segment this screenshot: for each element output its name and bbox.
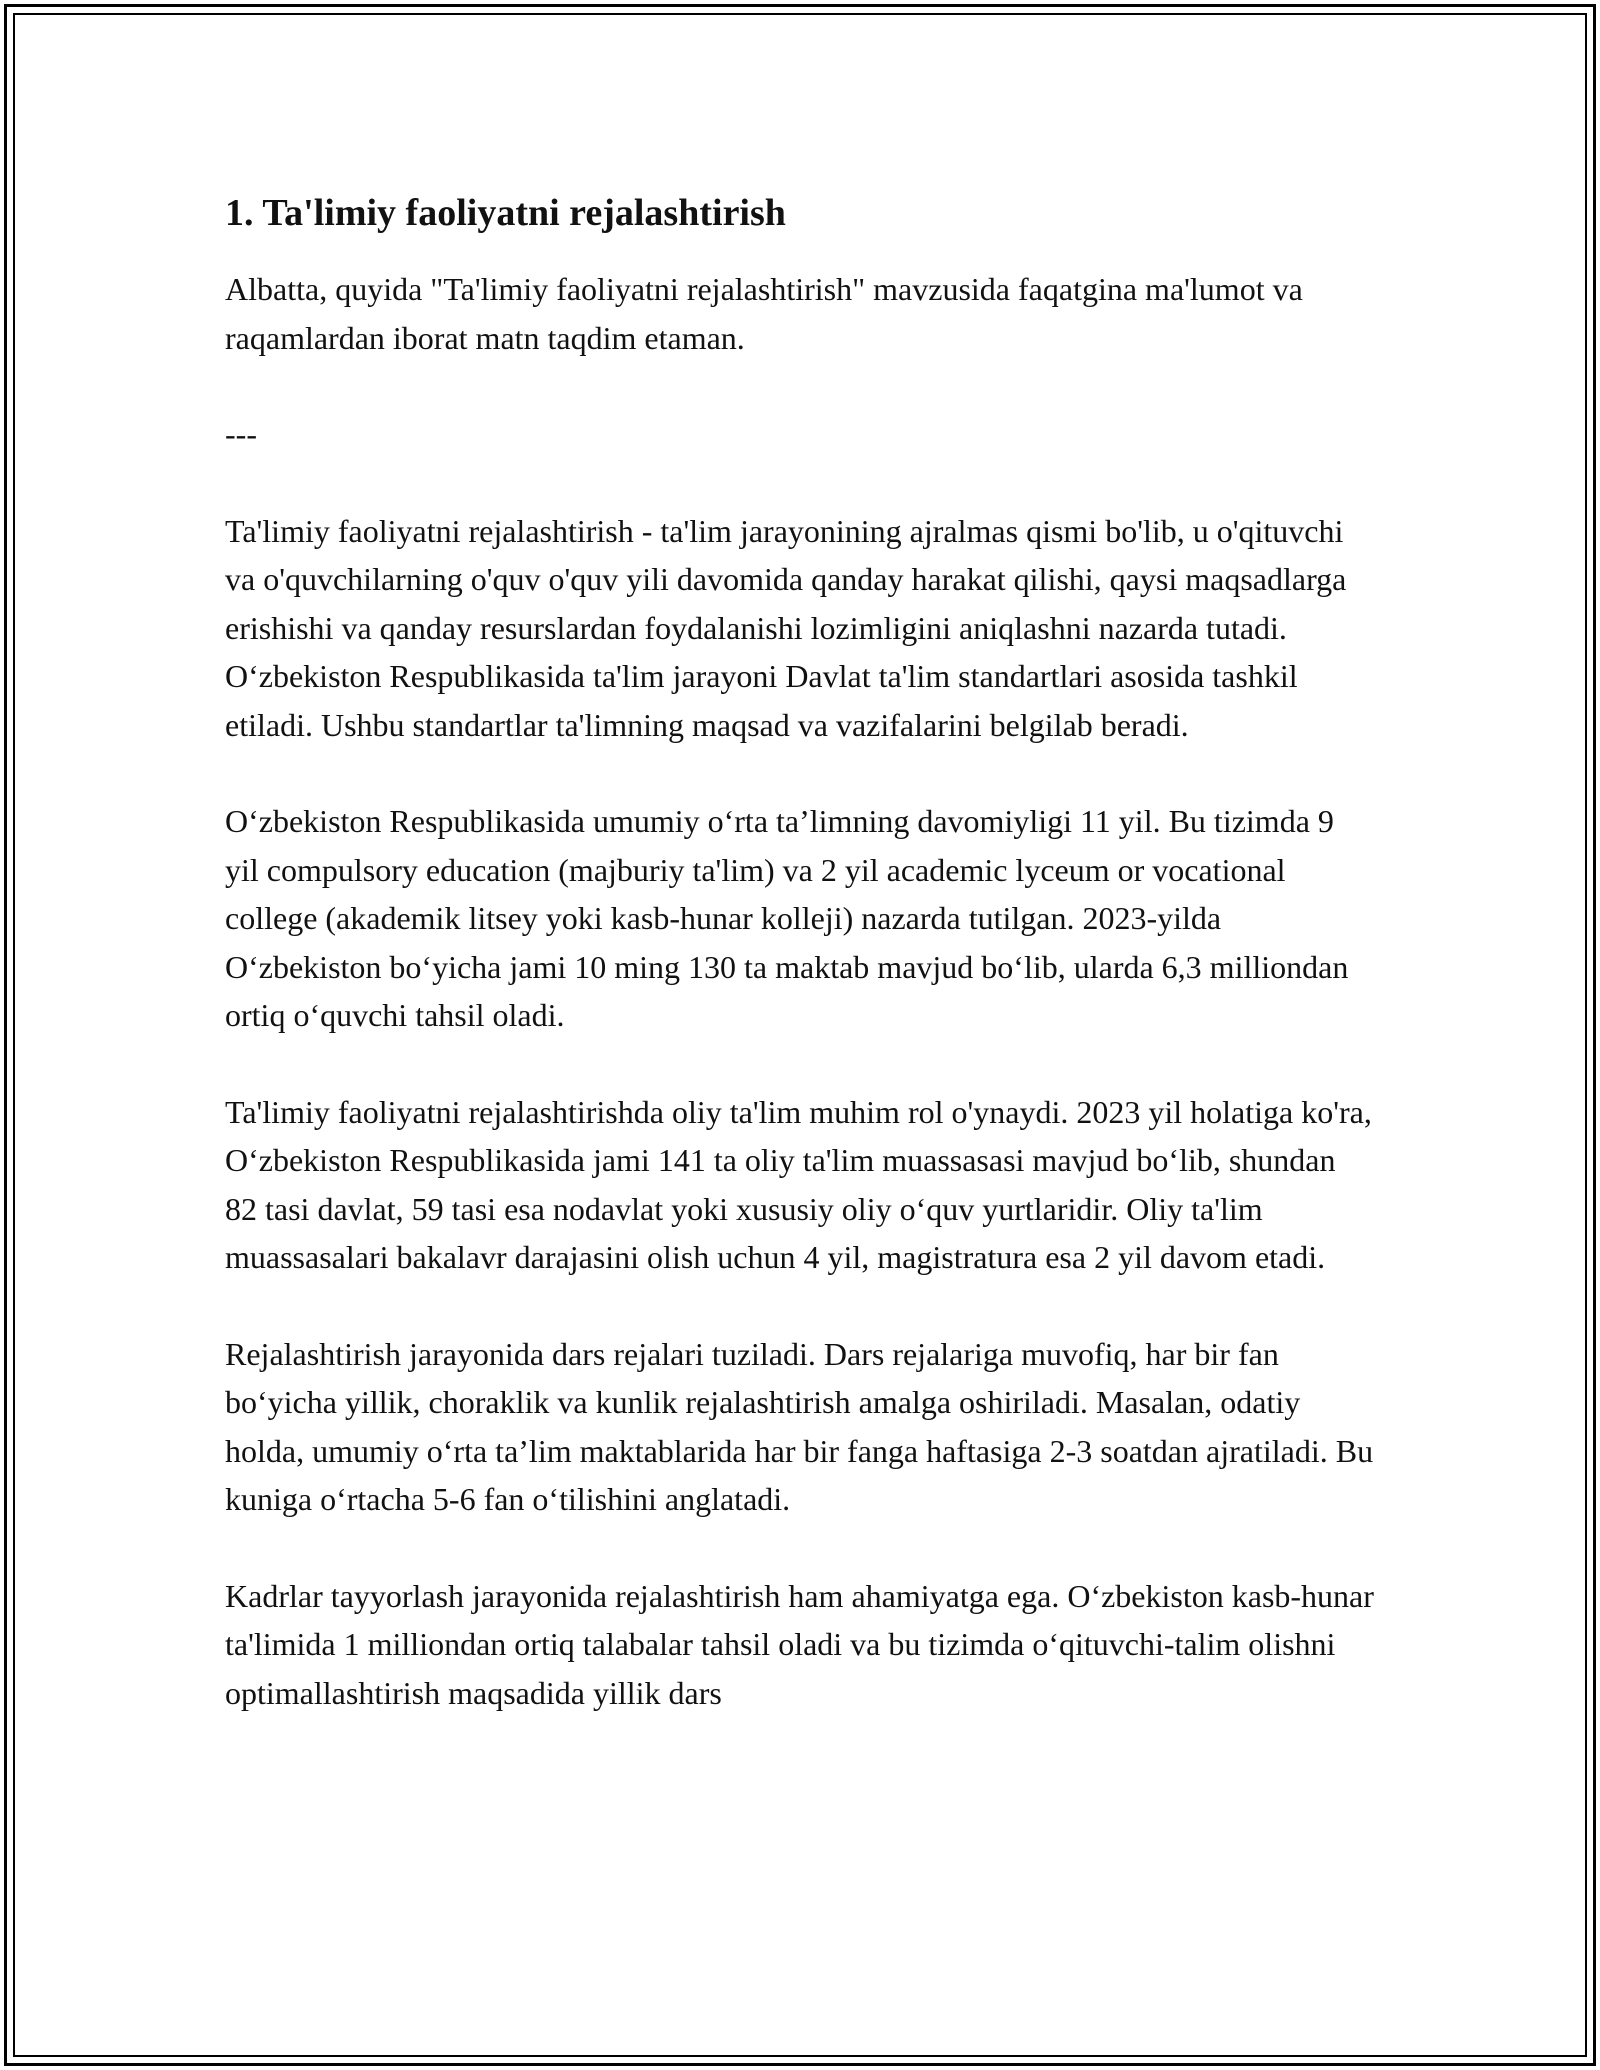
body-paragraph-3: Ta'limiy faoliyatni rejalashtirishda oliy ta'lim muhim rol o'ynaydi. 2023 yil holatiga ko'ra, O‘zbekiston Respublikasida jami 141 ta oliy ta'lim muassasasi mavjud bo‘lib, shundan 82 tasi davlat, 59 tasi esa nodavlat yoki xususiy oliy o‘quv yurtlaridir. Oliy ta'lim muassasalari bakalavr darajasini olish uchun 4 yil, magistratura esa 2 yil davom etadi. bbox=[225, 1093, 1372, 1275]
body-paragraph-5: Kadrlar tayyorlash jarayonida rejalashtirish ham ahamiyatga ega. O‘zbekiston kasb-hunar ta'limida 1 milliondan ortiq talabalar tahsil oladi va bu tizimda o‘qituvchi-talim olishni optimallashtirish maqsadida yillik dars bbox=[225, 1577, 1374, 1711]
body-paragraph-4: Rejalashtirish jarayonida dars rejalari tuziladi. Dars rejalariga muvofiq, har bir fan bo‘yicha yillik, choraklik va kunlik rejalashtirish amalga oshiriladi. Masalan, odatiy holda, umumiy o‘rta ta’lim maktablarida har bir fanga haftasiga 2-3 soatdan ajratiladi. Bu kuniga o‘rtacha 5-6 fan o‘tilishini anglatadi. bbox=[225, 1335, 1374, 1517]
section-separator: --- bbox=[225, 416, 257, 452]
document-title: 1. Ta'limiy faoliyatni rejalashtirish bbox=[225, 192, 786, 234]
intro-paragraph: Albatta, quyida "Ta'limiy faoliyatni rejalashtirish" mavzusida faqatgina ma'lumot va raqamlardan iborat matn taqdim etaman. bbox=[225, 271, 1303, 356]
document-body bbox=[225, 185, 1375, 1765]
body-paragraph-1: Ta'limiy faoliyatni rejalashtirish - ta'lim jarayonining ajralmas qismi bo'lib, u o'qituvchi va o'quvchilarning o'quv o'quv yili davomida qanday harakat qilishi, qaysi maqsadlarga erishishi va qanday resurslardan foydalanishi lozimligini aniqlashni nazarda tutadi. O‘zbekiston Respublikasida ta'lim jarayoni Davlat ta'lim standartlari asosida tashkil etiladi. Ushbu standartlar ta'limning maqsad va vazifalarini belgilab beradi. bbox=[225, 512, 1347, 743]
body-paragraph-2: O‘zbekiston Respublikasida umumiy o‘rta ta’limning davomiyligi 11 yil. Bu tizimda 9 yil compulsory education (majburiy ta'lim) va 2 yil academic lyceum or vocational college (akademik litsey yoki kasb-hunar kolleji) nazarda tutilgan. 2023-yilda O‘zbekiston bo‘yicha jami 10 ming 130 ta maktab mavjud bo‘lib, ularda 6,3 milliondan ortiq o‘quvchi tahsil oladi. bbox=[225, 803, 1349, 1033]
